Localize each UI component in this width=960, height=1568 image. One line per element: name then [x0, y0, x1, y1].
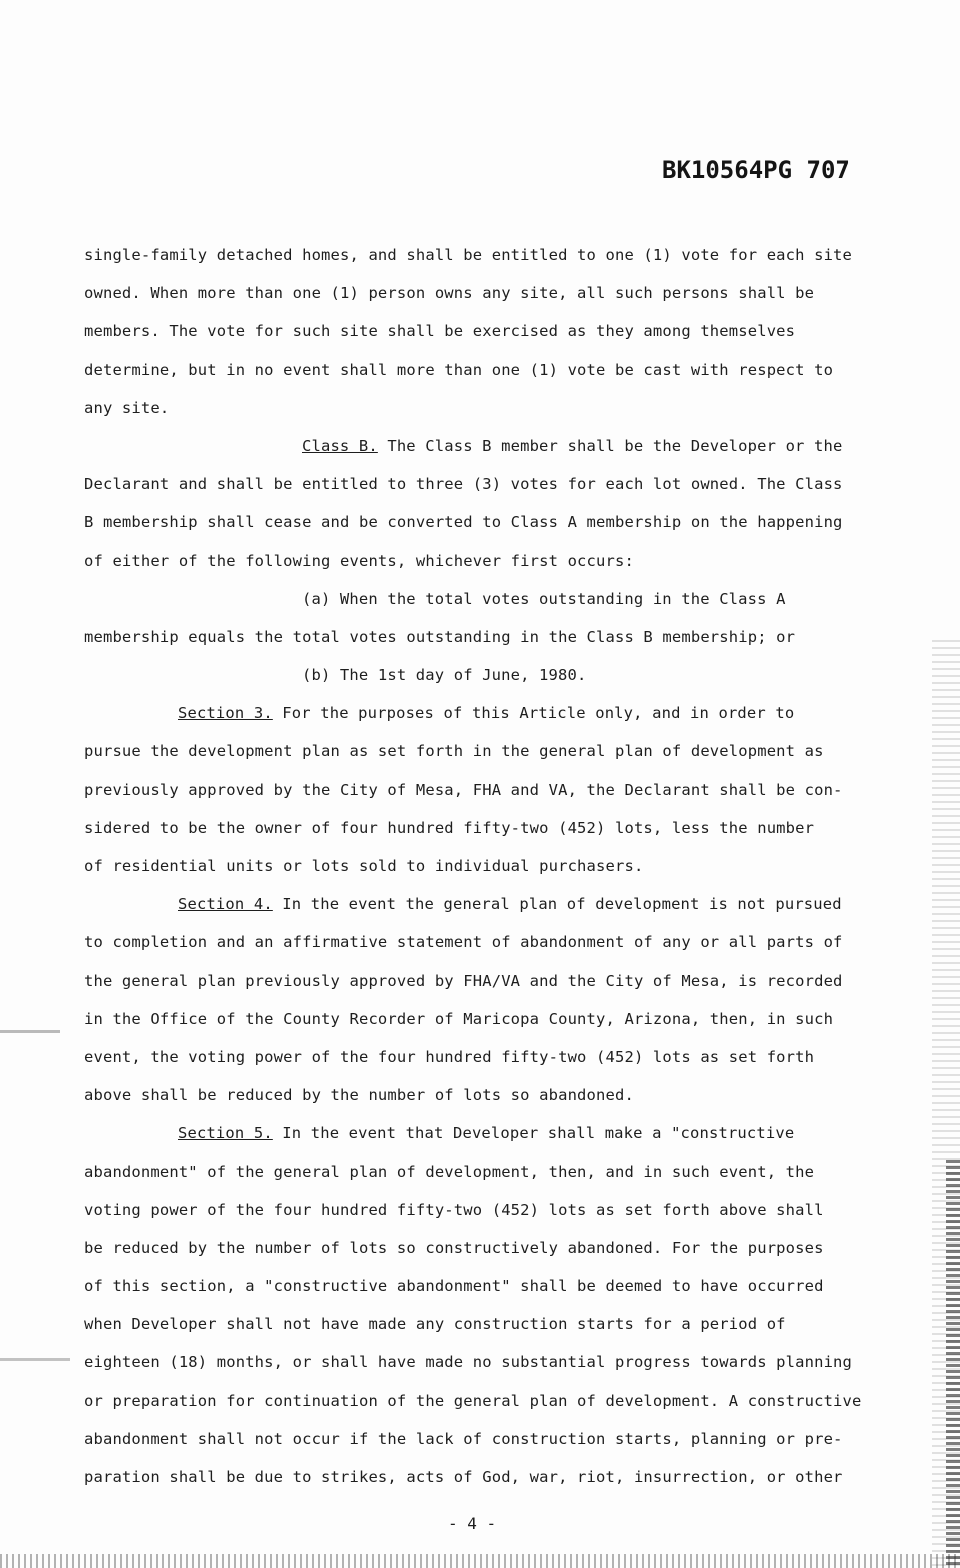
text-line: owned. When more than one (1) person owns any site, all such persons shall be — [84, 284, 815, 303]
item-a-first-line: (a) When the total votes outstanding in the Class A — [302, 589, 786, 608]
document-body — [84, 236, 864, 1496]
section-4-start — [84, 885, 864, 923]
class-b-first-line: The Class B member shall be the Developer or the — [377, 436, 843, 455]
text-line: determine, but in no event shall more than one (1) vote be cast with respect to — [84, 360, 834, 379]
text-line: Declarant and shall be entitled to three (3) votes for each lot owned. The Class — [84, 475, 843, 494]
item-b-line: (b) The 1st day of June, 1980. — [302, 666, 587, 685]
text-line: sidered to be the owner of four hundred fifty-two (452) lots, less the number — [84, 818, 815, 837]
text-line: eighteen (18) months, or shall have made no substantial progress towards planning — [84, 1353, 853, 1372]
class-b-paragraph-start — [84, 427, 864, 465]
text-line: above shall be reduced by the number of lots so abandoned. — [84, 1086, 634, 1105]
text-line: to completion and an affirmative statement of abandonment of any or all parts of — [84, 933, 843, 952]
document-number: BK10564PG 707 — [662, 156, 850, 184]
text-line: any site. — [84, 398, 170, 417]
text-line: in the Office of the County Recorder of Maricopa County, Arizona, then, in such — [84, 1009, 834, 1028]
text-line: of either of the following events, whichever first occurs: — [84, 551, 634, 570]
scan-edge-dark — [946, 1160, 960, 1568]
page-number: - 4 - — [448, 1514, 497, 1533]
text-line: members. The vote for such site shall be exercised as they among themselves — [84, 322, 796, 341]
text-line: of this section, a "constructive abandonment" shall be deemed to have occurred — [84, 1277, 824, 1296]
text-line: B membership shall cease and be converted to Class A membership on the happening — [84, 513, 843, 532]
text-line: pursue the development plan as set forth in the general plan of development as — [84, 742, 824, 761]
section-3-first-line: For the purposes of this Article only, and in order to — [272, 704, 795, 723]
text-line: or preparation for continuation of the general plan of development. A constructive — [84, 1391, 862, 1410]
item-a-second-line: membership equals the total votes outstanding in the Class B membership; or — [84, 627, 796, 646]
text-line: previously approved by the City of Mesa, FHA and VA, the Declarant shall be con- — [84, 780, 843, 799]
text-line: be reduced by the number of lots so constructively abandoned. For the purposes — [84, 1238, 824, 1257]
text-line: event, the voting power of the four hundred fifty-two (452) lots as set forth — [84, 1047, 815, 1066]
section-5-heading: Section 5. — [178, 1124, 273, 1143]
scan-left-mark — [0, 1358, 70, 1361]
section-5-first-line: In the event that Developer shall make a "constructive — [272, 1124, 795, 1143]
text-line: single-family detached homes, and shall be entitled to one (1) vote for each site — [84, 246, 853, 264]
section-3-start — [84, 694, 864, 732]
text-line: abandonment" of the general plan of development, then, and in such event, the — [84, 1162, 815, 1181]
text-line: of residential units or lots sold to individual purchasers. — [84, 857, 644, 875]
section-4-heading: Section 4. — [178, 895, 273, 914]
scan-left-mark — [0, 1030, 60, 1033]
section-4-first-line: In the event the general plan of development is not pursued — [272, 895, 842, 914]
text-line: abandonment shall not occur if the lack of construction starts, planning or pre- — [84, 1429, 843, 1448]
text-line: paration shall be due to strikes, acts of God, war, riot, insurrection, or other — [84, 1468, 843, 1486]
section-5-start — [84, 1114, 864, 1152]
scan-bottom-noise — [0, 1554, 960, 1568]
text-line: voting power of the four hundred fifty-two (452) lots as set forth above shall — [84, 1200, 824, 1219]
text-line: when Developer shall not have made any construction starts for a period of — [84, 1315, 786, 1334]
text-line: the general plan previously approved by FHA/VA and the City of Mesa, is recorded — [84, 971, 843, 990]
class-b-heading: Class B. — [302, 436, 378, 455]
section-3-heading: Section 3. — [178, 704, 273, 723]
